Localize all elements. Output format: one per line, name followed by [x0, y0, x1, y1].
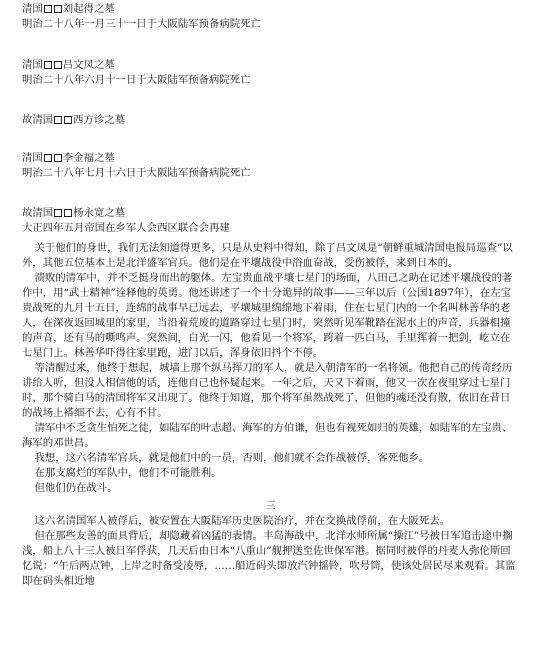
missing-char-box [54, 116, 62, 124]
missing-char-box [64, 209, 72, 217]
missing-char-box [44, 154, 52, 162]
missing-char-box [54, 61, 62, 69]
paragraph: 关于他们的身世，我们无法知道得更多，只是从史料中得知，除了吕文凤是“朝鲜重城清国电报局巡查”以外，其他五位基本上是北洋盛军官兵。他们是在平壤战役中浴血奋战，受伤被俘，来到日本的。 [22, 242, 513, 269]
paragraph: 这六名清国军人被俘后，被安置在大阪陆军历史医院治疗，并在交换战俘前，在大阪死去。 [34, 515, 451, 527]
missing-char-box [44, 61, 52, 69]
tomb-entry [22, 113, 519, 128]
missing-char-box [44, 5, 52, 13]
tomb-title: 故清国 西方诊之墓 [22, 114, 126, 126]
tomb-entry [22, 151, 519, 181]
tomb-inscription: 大正四年五月帝国在乡军人会西区联合会再建 [22, 222, 230, 234]
tomb-inscription: 明治二十八年六月十一日于大阪陆军预备病院死亡 [22, 74, 251, 86]
paragraph: 我想，这六名清军官兵，就是他们中的一员，否则，他们就不会作战被俘，客死他乡。 [34, 452, 430, 464]
tomb-inscription: 明治二十八年一月三十一日于大阪陆军预备病院死亡 [22, 18, 261, 30]
tomb-entry [22, 2, 519, 32]
paragraph: 清军中不乏贪生怕死之徒，如陆军的叶志超、海军的方伯谦，但也有视死如归的英雄，如陆军的左宝贵、海军的邓世昌。 [22, 422, 513, 449]
tomb-title: 清国 刘起得之墓 [22, 3, 115, 15]
missing-char-box [54, 209, 62, 217]
paragraph: 但他们仍在战斗。 [34, 482, 118, 494]
paragraph: 溃败的清军中，并不乏挺身而出的躯体。左宝贵血战平壤七星门的场面，八田己之助在记述平壤战役的著作中，用“武士精神”诠释他的英勇。他还讲述了一个十分诡异的故事——三年以后（公国1897年），在左宝贵战死的九月十五日，连绵的战事早已远去，平壤城里绵绵地下着雨，住在七星门内的一个名叫林善华的老人，在深夜返回城里的家里，当沿着荒废的道路穿过七星门时，突然听见军靴踏在泥水上的声音，兵器相撞的声音，还有马的嘶鸣声。突然间，白光一闪，他看见一个将军，跨着一匹白马，手里挥着一把剑，屹立在七星门上。林善华吓得往家里跑，进门以后，浑身依旧抖个不停。 [22, 272, 513, 359]
tomb-title: 清国 李金福之墓 [22, 152, 115, 164]
tomb-inscription: 明治二十八年七月十六日于大阪陆军预备病院死亡 [22, 167, 251, 179]
tomb-title: 故清国 杨永宽之墓 [22, 207, 126, 219]
paragraph: 等清醒过来，他终于想起，城墙上那个纵马挥刀的军人，就是入朝清军的一名将领。他把自己的传奇经历讲给人听，但没人相信他的话，连他自己也怀疑起来。一年之后，天又下着雨，他又一次在夜里穿过七星门时，那个骑白马的清国将军又出现了。他终于知道，那个将军虽然战死了，但他的魂还没有散，依旧在昔日的战场上褡细不去，心有不甘。 [22, 362, 513, 419]
missing-char-box [54, 154, 62, 162]
paragraph: 但在那些友善的面具背后，却隐藏着凶猛的表情。丰岛海战中，北洋水师所属“操江”号被日军追击途中搁浅，船上八十三人被日军俘获，几天后由日本“八重山”舰押送至佐世保军港。据同时被俘的丹麦人弥伦斯回忆说：“午后两点钟，上岸之时备受凌辱，……船近码头即放汽钟摇铃，吹号筒，使该处居民尽来观看。其监即在码头相近地 [22, 530, 516, 587]
body-text [22, 241, 519, 589]
paragraph: 在那支腐烂的军队中，他们不可能胜利。 [34, 467, 222, 479]
section-heading: 三 [265, 500, 276, 512]
missing-char-box [64, 116, 72, 124]
tomb-entry [22, 58, 519, 88]
tomb-entry [22, 206, 519, 236]
missing-char-box [54, 5, 62, 13]
tomb-title: 清国 吕文凤之墓 [22, 59, 115, 71]
